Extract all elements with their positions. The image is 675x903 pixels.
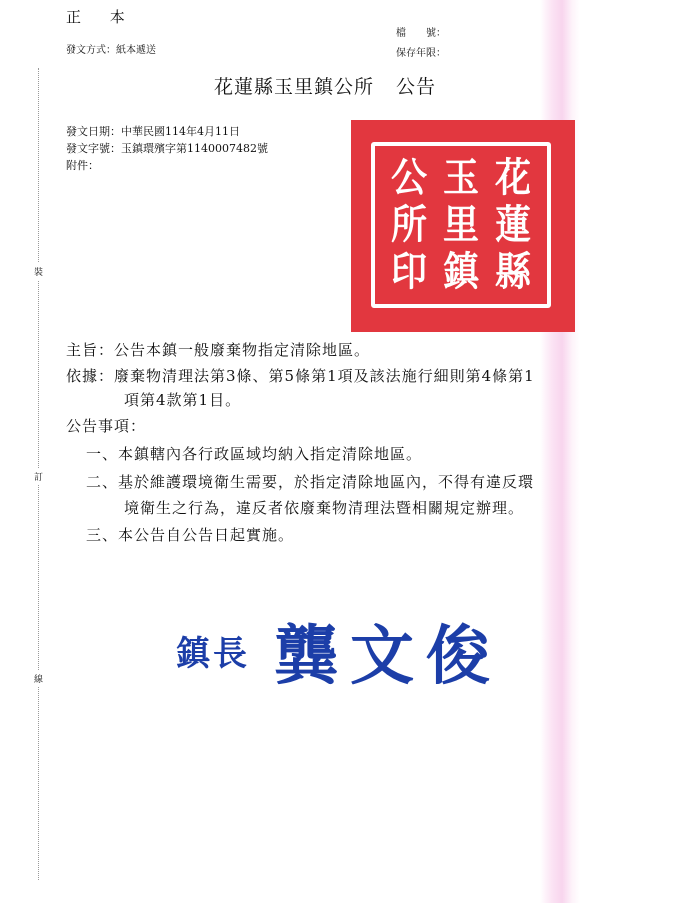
seal-char: 縣 [495, 248, 531, 296]
document-title [214, 72, 436, 99]
seal-char: 花 [495, 153, 531, 201]
copy-label: 正 本 [66, 8, 137, 26]
basis-line-continued: 項第4款第1目。 [124, 391, 242, 409]
file-number-label: 檔 號： [396, 28, 446, 39]
binding-mark: 訂 [33, 468, 44, 485]
issuing-org: 花蓮縣玉里鎮公所 [214, 76, 375, 98]
notice-heading: 公告事項： [66, 417, 147, 435]
seal-char: 鎮 [443, 248, 479, 296]
seal-border [371, 142, 551, 308]
seal-char: 蓮 [495, 200, 531, 248]
seal-char: 所 [391, 200, 427, 248]
subject-line: 主旨：公告本鎮一般廢棄物指定清除地區。 [66, 341, 371, 359]
seal-char: 玉 [443, 153, 479, 201]
document-type: 公告 [396, 76, 437, 98]
notice-item: 一、本鎮轄內各行政區域均納入指定清除地區。 [86, 445, 423, 463]
official-seal [351, 120, 575, 332]
retention-label: 保存年限： [396, 48, 446, 59]
issue-number: 發文字號：玉鎮環殯字第1140007482號 [66, 142, 268, 155]
seal-char: 里 [443, 200, 479, 248]
mayor-signature: 龔文俊 [274, 619, 502, 694]
attachment-label: 附件： [66, 159, 99, 172]
seal-characters [383, 154, 539, 296]
send-method: 發文方式：紙本遞送 [66, 45, 156, 56]
issue-date: 發文日期：中華民國114年4月11日 [66, 125, 240, 138]
basis-line: 依據：廢棄物清理法第3條、第5條第1項及該法施行細則第4條第1 [66, 367, 535, 385]
notice-item: 三、本公告自公告日起實施。 [86, 526, 295, 544]
binding-mark: 裝 [33, 263, 44, 280]
seal-char: 印 [391, 248, 427, 296]
seal-char: 公 [391, 153, 427, 201]
notice-item-continued: 境衛生之行為，違反者依廢棄物清理法暨相關規定辦理。 [124, 499, 525, 517]
mayor-title: 鎮長 [176, 634, 250, 674]
binding-mark: 線 [33, 670, 44, 687]
notice-item: 二、基於維護環境衛生需要，於指定清除地區內，不得有違反環 [86, 473, 535, 491]
